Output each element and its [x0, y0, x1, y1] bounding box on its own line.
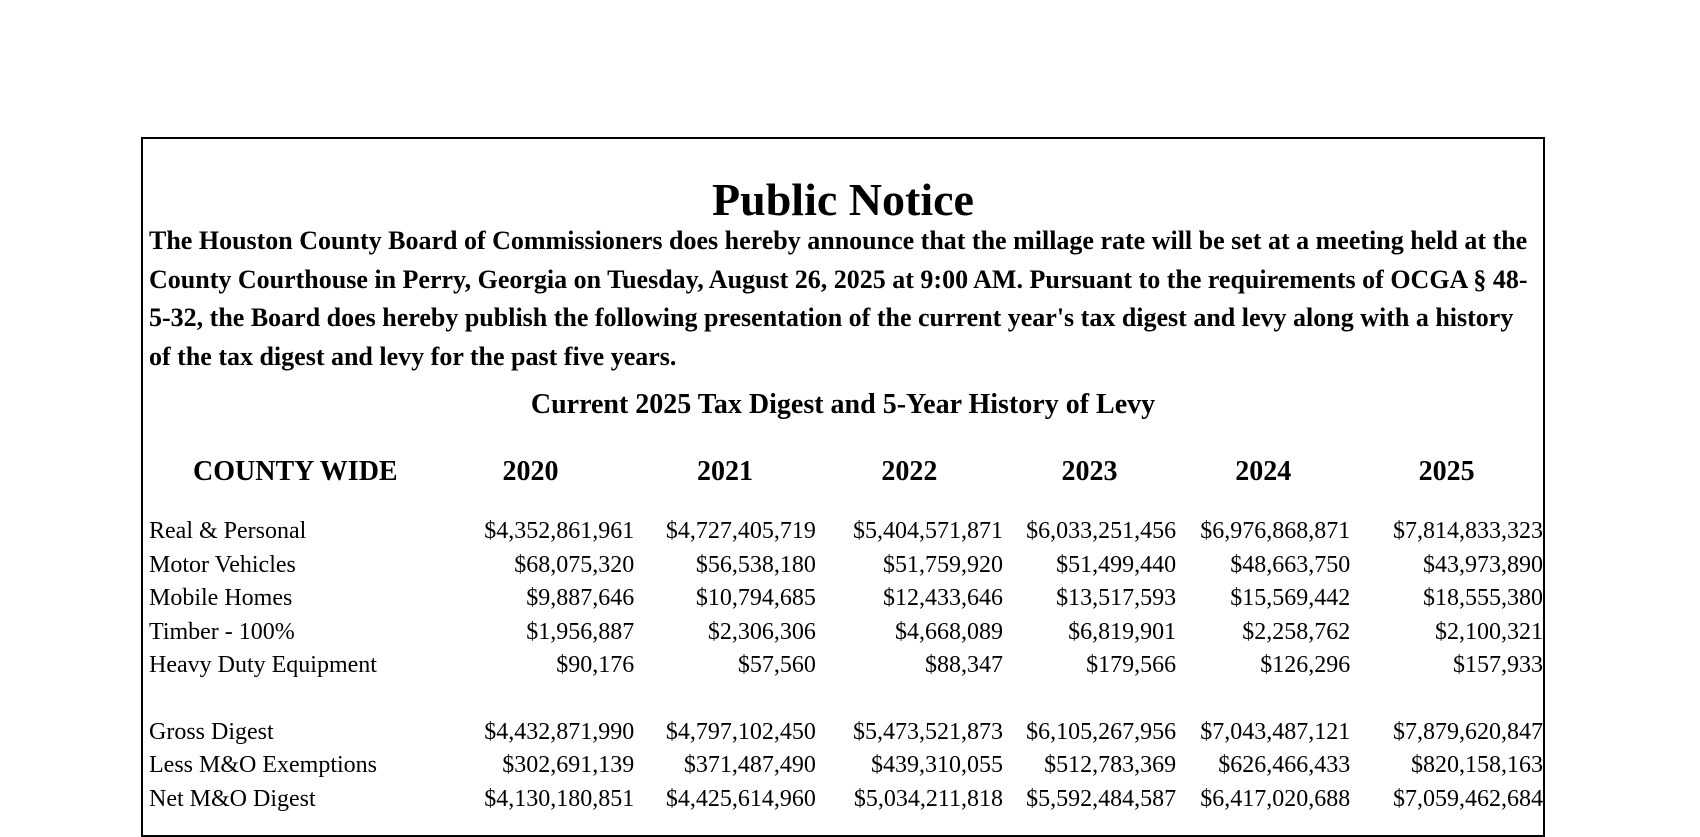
row-label: Heavy Duty Equipment [149, 652, 377, 679]
table-row [149, 616, 1543, 650]
row-label: Motor Vehicles [149, 551, 296, 578]
table-row [149, 749, 1543, 783]
cell-value: $179,566 [1086, 652, 1177, 679]
cell-value: $626,466,433 [1218, 752, 1351, 779]
cell-value: $5,034,211,818 [853, 785, 1003, 812]
cell-value: $2,100,321 [1435, 618, 1543, 645]
cell-value: $10,794,685 [695, 585, 816, 612]
table-row [149, 716, 1543, 750]
cell-value: $820,158,163 [1411, 752, 1543, 779]
row-label: Less M&O Exemptions [149, 752, 377, 779]
public-notice-box [141, 137, 1545, 837]
cell-value: $48,663,750 [1230, 551, 1351, 578]
cell-value: $4,352,861,961 [484, 518, 635, 545]
cell-value: $4,130,180,851 [484, 785, 635, 812]
table-header-row [149, 449, 1543, 495]
header-year: 2022 [881, 456, 938, 487]
cell-value: $126,296 [1260, 652, 1351, 679]
table-row [149, 649, 1543, 683]
table-subtitle: Current 2025 Tax Digest and 5-Year History of Levy [530, 389, 1156, 420]
cell-value: $68,075,320 [514, 551, 635, 578]
cell-value: $512,783,369 [1044, 752, 1177, 779]
cell-value: $51,759,920 [882, 551, 1003, 578]
cell-value: $57,560 [737, 652, 816, 679]
cell-value: $1,956,887 [526, 618, 635, 645]
cell-value: $6,976,868,871 [1200, 518, 1351, 545]
cell-value: $5,473,521,873 [852, 718, 1003, 745]
cell-value: $90,176 [556, 652, 635, 679]
cell-value: $56,538,180 [695, 551, 816, 578]
cell-value: $2,306,306 [707, 618, 816, 645]
header-year: 2025 [1418, 456, 1475, 487]
cell-value: $371,487,490 [683, 752, 816, 779]
cell-value: $4,797,102,450 [665, 718, 816, 745]
row-label: Real & Personal [149, 518, 307, 545]
table-row [149, 515, 1543, 549]
header-county-wide: COUNTY WIDE [193, 456, 398, 487]
cell-value: $6,417,020,688 [1200, 785, 1351, 812]
row-label: Gross Digest [149, 718, 274, 745]
cell-value: $15,569,442 [1230, 585, 1351, 612]
cell-value: $157,933 [1453, 652, 1543, 679]
cell-value: $43,973,890 [1423, 551, 1543, 578]
row-label: Mobile Homes [149, 585, 293, 612]
cell-value: $6,819,901 [1068, 618, 1177, 645]
tax-digest-table [149, 449, 1543, 816]
cell-value: $7,814,833,323 [1393, 518, 1543, 545]
header-year: 2023 [1061, 456, 1118, 487]
cell-value: $13,517,593 [1056, 585, 1177, 612]
cell-value: $18,555,380 [1423, 585, 1543, 612]
cell-value: $439,310,055 [870, 752, 1003, 779]
cell-value: $5,592,484,587 [1026, 785, 1177, 812]
cell-value: $51,499,440 [1056, 551, 1177, 578]
cell-value: $4,727,405,719 [665, 518, 816, 545]
cell-value: $4,432,871,990 [484, 718, 635, 745]
cell-value: $2,258,762 [1242, 618, 1351, 645]
row-label: Net M&O Digest [149, 785, 316, 812]
cell-value: $6,033,251,456 [1026, 518, 1177, 545]
table-row [149, 783, 1543, 817]
cell-value: $7,879,620,847 [1393, 718, 1543, 745]
table-row [149, 549, 1543, 583]
header-year: 2020 [502, 456, 559, 487]
cell-value: $4,668,089 [894, 618, 1003, 645]
header-year: 2021 [697, 456, 754, 487]
cell-value: $6,105,267,956 [1026, 718, 1177, 745]
notice-title: Public Notice [712, 174, 974, 225]
cell-value: $88,347 [924, 652, 1003, 679]
cell-value: $302,691,139 [502, 752, 635, 779]
cell-value: $7,043,487,121 [1200, 718, 1351, 745]
cell-value: $5,404,571,871 [852, 518, 1003, 545]
notice-intro: The Houston County Board of Commissioners does hereby announce that the millage rate will be set at a meeting held at the County Courthouse in Perry, Georgia on Tuesday, August 26, 2025 at 9:00 AM. Pursuant to the requirements of OCGA § 48-5-32, the Board does hereby publish the following presentation of the current year's tax digest and levy along with a history of the tax digest and levy for the past five years. [149, 226, 1528, 371]
row-label: Timber - 100% [149, 618, 295, 645]
header-year: 2024 [1235, 456, 1292, 487]
cell-value: $7,059,462,684 [1393, 785, 1543, 812]
cell-value: $12,433,646 [882, 585, 1003, 612]
table-row [149, 582, 1543, 616]
cell-value: $9,887,646 [526, 585, 635, 612]
cell-value: $4,425,614,960 [665, 785, 816, 812]
